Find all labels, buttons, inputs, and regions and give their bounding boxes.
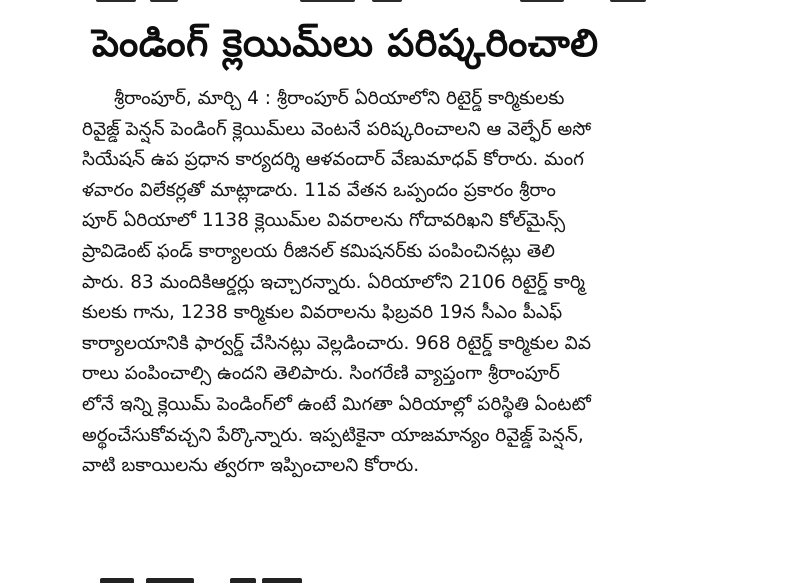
headline: పెండింగ్ క్లెయిమ్‌లు పరిష్కరించాలి (92, 21, 599, 65)
article-line: శ్రీరాంపూర్, మార్చి 4 : శ్రీరాంపూర్ ఏరియాలోని రిటైర్డ్ కార్మికులకు (114, 88, 565, 109)
article-body (82, 84, 782, 482)
article-line: లోనే ఇన్ని క్లెయిమ్ పెండింగ్‌లో ఉంటే మిగతా ఏరియాల్లో పరిస్థితి ఏంటటో (82, 393, 591, 415)
article-line: ళవారం విలేకర్లతో మాట్లాడారు. 11వ వేతన ఒప్పందం ప్రకారం శ్రీరాం (82, 179, 556, 201)
article-line: ప్రావిడెంట్ ఫండ్ కార్యాలయ రీజినల్ కమిషనర్‌కు పంపించినట్లు తెలి (82, 240, 555, 262)
cropped-text-fragment-top (0, 0, 800, 10)
article-line: పారు. 83 మందికిఆర్డర్లు ఇచ్చారన్నారు. ఏరియాలోని 2106 రిటైర్డ్ కార్మి (82, 271, 585, 293)
cropped-text-fragment-bottom (0, 572, 800, 583)
article-line: పూర్ ఏరియాలో 1138 క్లెయిమ్‌ల వివరాలను గోదావరిఖని కోల్‌మైన్స్ (82, 210, 566, 232)
article-line: కార్యాలయానికి ఫార్వర్డ్ చేసినట్లు వెల్లడించారు. 968 రిటైర్డ్ కార్మికుల వివ (82, 332, 591, 354)
article-line: కులకు గాను, 1238 కార్మికుల వివరాలను ఫిబ్రవరి 19న సీఎం పీఎఫ్ (82, 302, 563, 324)
article-line: సియేషన్ ఉప ప్రధాన కార్యదర్శి ఆళవందార్ వేణుమాధవ్ కోరారు. మంగ (82, 149, 584, 171)
article-line: అర్థంచేసుకోవచ్చని పేర్కొన్నారు. ఇప్పటికైనా యాజమాన్యం రివైజ్డ్ పెన్షన్, (82, 424, 584, 446)
article-line: వాటి బకాయిలను త్వరగా ఇప్పించాలని కోరారు. (82, 455, 420, 477)
article-line: రివైజ్డ్ పెన్షన్ పెండింగ్ క్లెయిమ్‌లు వెంటనే పరిష్కరించాలని ఆ వెల్ఫేర్ అసో (82, 118, 592, 140)
article-line: రాలు పంపించాల్సి ఉందని తెలిపారు. సింగరేణి వ్యాప్తంగా శ్రీరాంపూర్ (82, 363, 560, 385)
